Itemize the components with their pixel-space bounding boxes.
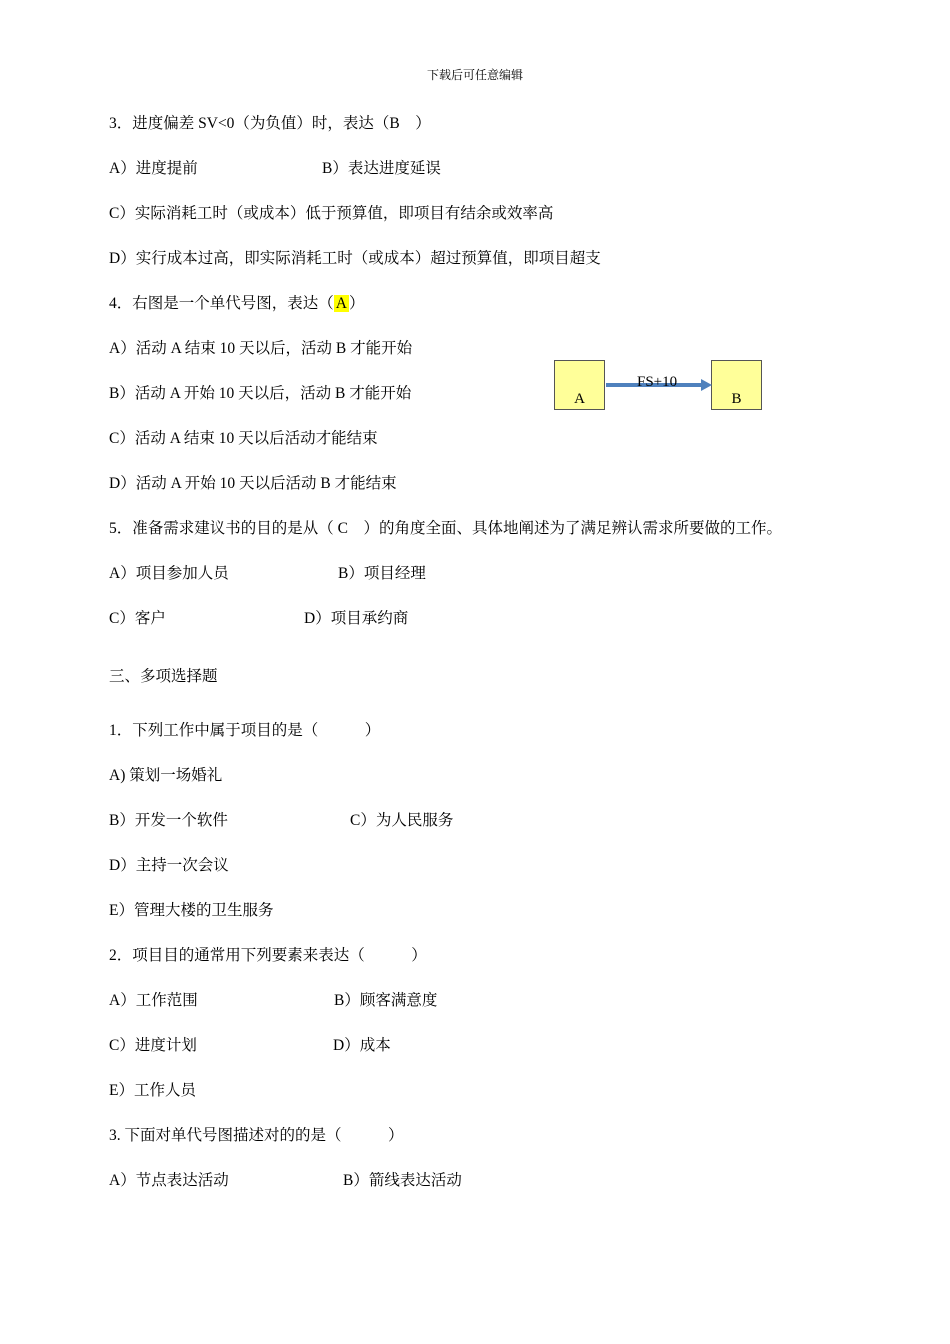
q4-option-d: D）活动 A 开始 10 天以后活动 B 才能结束	[109, 475, 397, 492]
q4-stem	[109, 294, 364, 314]
q5-row-cd	[109, 609, 409, 629]
q3-option-b: B）表达进度延误	[322, 160, 441, 177]
q3-row-ab	[109, 159, 441, 179]
q4-option-c: C）活动 A 结束 10 天以后活动才能结束	[109, 430, 378, 447]
m2-option-d: D）成本	[333, 1037, 391, 1054]
m1-option-a: A) 策划一场婚礼	[109, 767, 223, 784]
q5-stem: 5．准备需求建议书的目的是从（ C ）的角度全面、具体地阐述为了满足辨认需求所要做的工作。	[109, 520, 782, 537]
q4-option-a: A）活动 A 结束 10 天以后，活动 B 才能开始	[109, 340, 413, 357]
q5-option-b: B）项目经理	[338, 565, 426, 582]
m2-option-c: C）进度计划	[109, 1037, 197, 1054]
m2-option-a: A）工作范围	[109, 992, 198, 1009]
m2-option-b: B）顾客满意度	[334, 992, 438, 1009]
node-b-label: B	[731, 391, 742, 407]
single-code-network-diagram	[553, 360, 768, 415]
m3-option-a: A）节点表达活动	[109, 1172, 229, 1189]
q4-stem-pre: 4．右图是一个单代号图，表达（	[109, 295, 334, 312]
q3-option-d: D）实行成本过高，即实际消耗工时（或成本）超过预算值，即项目超支	[109, 250, 601, 267]
m1-option-b: B）开发一个软件	[109, 812, 228, 829]
m2-stem: 2．项目目的通常用下列要素来表达（ ）	[109, 947, 427, 964]
m1-option-e: E）管理大楼的卫生服务	[109, 902, 274, 919]
diagram-edge-label: FS+10	[637, 374, 678, 390]
q5-option-d: D）项目承约商	[304, 610, 409, 627]
q3-option-c: C）实际消耗工时（或成本）低于预算值，即项目有结余或效率高	[109, 205, 554, 222]
m3-option-b: B）箭线表达活动	[343, 1172, 462, 1189]
m1-stem: 1．下列工作中属于项目的是（ ）	[109, 722, 381, 739]
q4-stem-post: ）	[348, 295, 365, 312]
page-header: 下载后可任意编辑	[426, 68, 523, 82]
q5-option-a: A）项目参加人员	[109, 565, 229, 582]
m1-option-d: D）主持一次会议	[109, 857, 229, 874]
node-a-label: A	[574, 391, 585, 407]
section-title: 三、多项选择题	[109, 668, 218, 685]
q5-option-c: C）客户	[109, 610, 166, 627]
m3-row-ab	[109, 1171, 462, 1191]
q4-answer-highlight: A	[335, 295, 347, 312]
m2-option-e: E）工作人员	[109, 1082, 196, 1099]
m3-stem: 3. 下面对单代号图描述对的的是（ ）	[109, 1127, 404, 1144]
q3-option-a: A）进度提前	[109, 160, 198, 177]
m1-option-c: C）为人民服务	[350, 812, 454, 829]
q3-stem: 3．进度偏差 SV<0（为负值）时，表达（B ）	[109, 115, 431, 132]
q4-option-b: B）活动 A 开始 10 天以后，活动 B 才能开始	[109, 385, 412, 402]
m2-row-cd	[109, 1036, 391, 1056]
m2-row-ab	[109, 991, 438, 1011]
m1-row-bc	[109, 811, 454, 831]
q5-row-ab	[109, 564, 426, 584]
